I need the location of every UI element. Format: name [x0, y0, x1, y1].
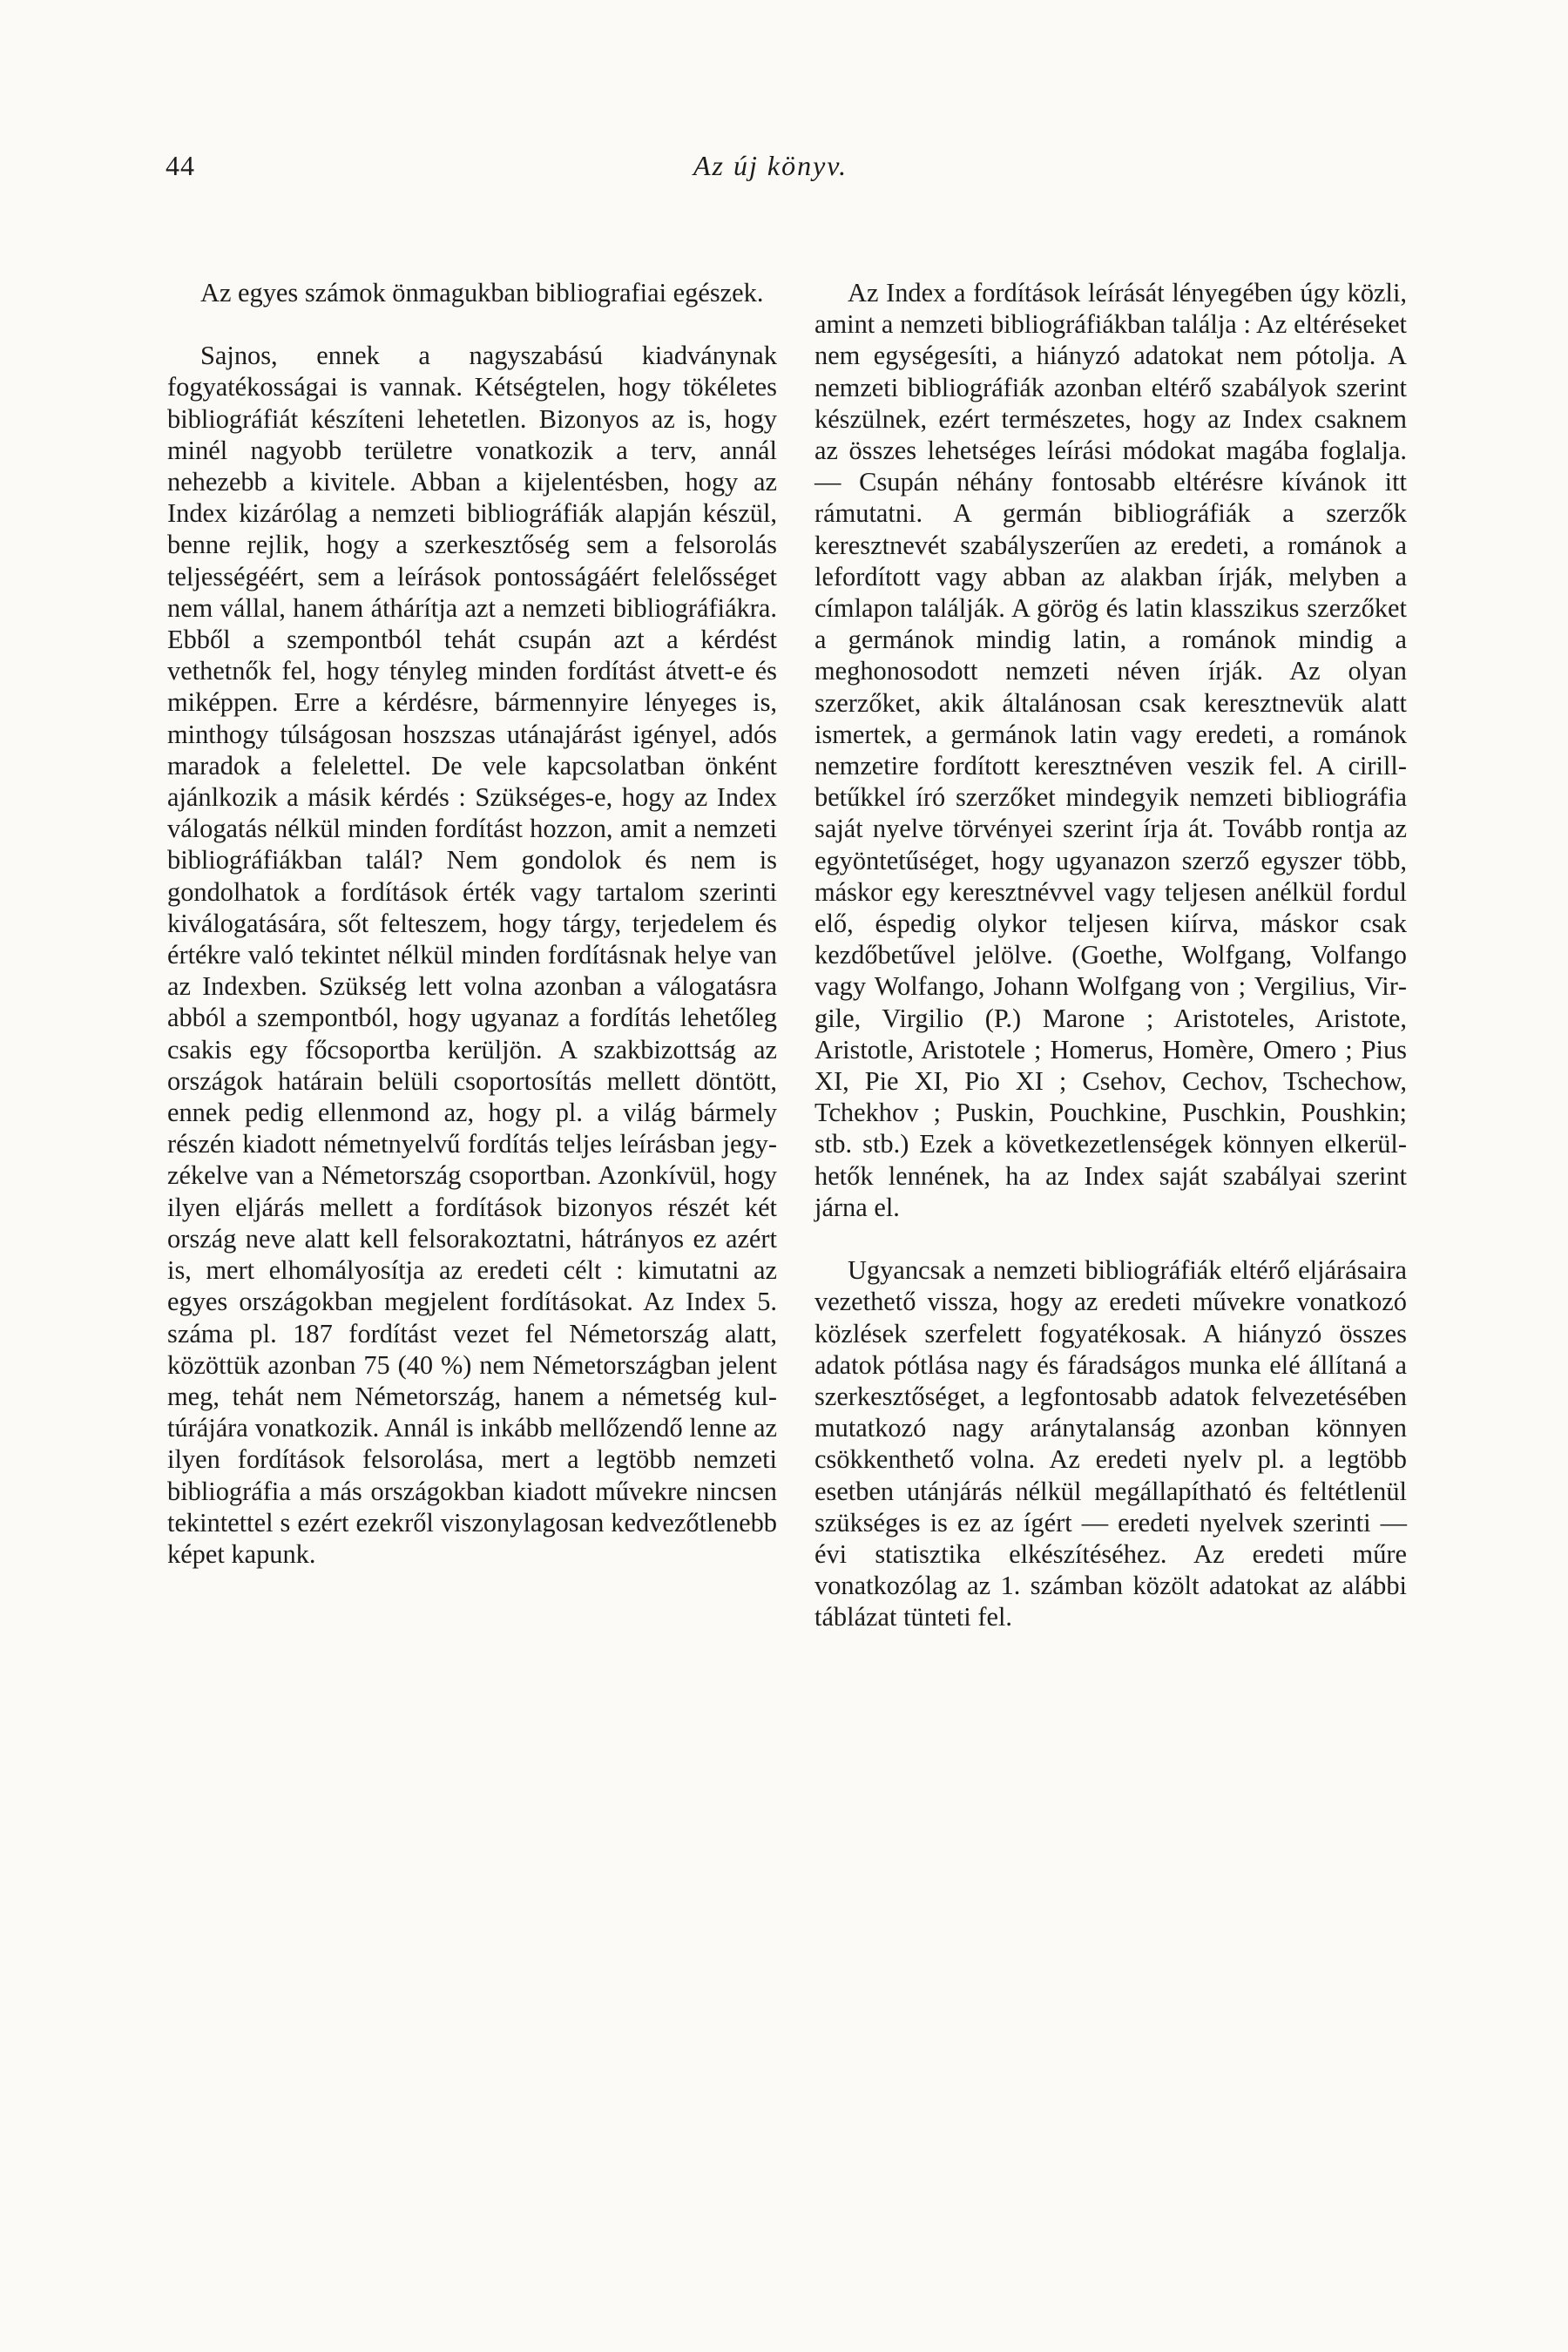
left-column [167, 277, 777, 1570]
page-number: 44 [166, 150, 195, 181]
paragraph: Ugyancsak a nemzeti bibliográfiák eltérő eljárásaira vezethető vissza, hogy az eredeti művekre vonatkozó közlések szerfelett fogyatékosak. A hiányzó összes adatok pótlása nagy és fáradságos munka elé állítaná a szerkesztőséget, a legfontosabb adatok felvezetésében mutatkozó nagy aránytalanság azonban könnyen csökkenthető volna. Az eredeti nyelv pl. a legtöbb esetben utánjárás nélkül megállapítható és feltétlenül szükséges is ez az ígért — eredeti nyelvek szerinti — évi statisztika elkészítéséhez. Az eredeti műre vonatkozólag az 1. számban közölt adatokat az alábbi táblázat tünteti fel. [814, 1255, 1407, 1632]
paragraph: Az Index a fordítások leírását lényegében úgy közli, amint a nemzeti bibliográfiákban találja : Az eltéréseket nem egységesíti, a hiányzó adatokat nem pótolja. A nemzeti bibliográfiák azonban eltérő szabályok szerint készülnek, ezért természetes, hogy az Index csaknem az összes lehetséges leírási módokat magába foglalja. — Csupán néhány fontosabb eltérésre kívánok itt rámutatni. A germán bibliográfiák a szerzők keresztnevét szabályszerűen az eredeti, a románok a lefordított vagy abban az alakban írják, melyben a címlapon találják. A görög és latin klasszikus szerzőket a germánok mindig latin, a románok mindig a meghonosodott nemzeti néven írják. Az olyan szerzőket, akik általánosan csak keresztnevük alatt ismertek, a germánok latin vagy eredeti, a románok nemzetire fordított keresztnéven veszik fel. A cirill-betűkkel író szerzőket mindegyik nemzeti bibliográfia saját nyelve törvényei szerint írja át. Tovább rontja az egyöntetűséget, hogy ugyanazon szerző egyszer több, máskor egy keresztnévvel vagy teljesen anélkül fordul elő, éspedig olykor teljesen kiírva, máskor csak kezdőbetűvel jelölve. (Goethe, Wolfgang, Volfango vagy Wolfango, Johann Wolfgang von ; Vergilius, Virgile, Virgilio (P.) Marone ; Aristoteles, Aristote, Aristotle, Aristotele ; Homerus, Homère, Omero ; Pius XI, Pie XI, Pio XI ; Csehov, Cechov, Tschechow, Tchekhov ; Puskin, Pouchkine, Puschkin, Poushkin; stb. stb.) Ezek a következetlenségek könnyen elkerülhetők lennének, ha az Index saját szabályai szerint járna el. [814, 278, 1407, 1222]
paragraph: Az egyes számok önmagukban bibliografiai egészek. [200, 278, 764, 308]
right-column [814, 277, 1407, 1633]
paragraph: Sajnos, ennek a nagyszabású kiadványnak fogyatékosságai is vannak. Kétségtelen, hogy tökéletes bibliográfiát készíteni lehetetlen. Bizonyos az is, hogy minél nagyobb területre vonatkozik a terv, annál nehezebb a kivitele. Abban a kijelentésben, hogy az Index kizárólag a nemzeti bibliográfiák alapján készül, benne rejlik, hogy a szerkesztőség sem a felsorolás teljességéért, sem a leírások pontosságáért felelősséget nem vállal, hanem áthárítja azt a nemzeti bibliográfiákra. Ebből a szempontból tehát csupán azt a kérdést vethetnők fel, hogy tényleg minden fordítást átvett-e és miképpen. Erre a kérdésre, bármennyire lényeges is, minthogy túlságosan hoszszas utánajárást igényel, adós maradok a felelettel. De vele kapcsolatban önként ajánlkozik a másik kérdés : Szükséges-e, hogy az Index válogatás nélkül minden fordítást hozzon, amit a nemzeti bibliográfiákban talál? Nem gondolok és nem is gondolhatok a fordítások érték vagy tartalom szerinti kiválogatására, sőt felteszem, hogy tárgy, terjedelem és értékre való tekintet nélkül minden fordításnak helye van az Indexben. Szükség lett volna azonban a válogatásra abból a szempontból, hogy ugyanaz a fordítás lehetőleg csakis egy főcsoportba kerüljön. A szakbizottság az országok határain belüli csoportosítás mellett döntött, ennek pedig ellenmond az, hogy pl. a világ bármely részén kiadott németnyelvű fordítás teljes leírásban jegyzékelve van a Németország csoportban. Azonkívül, hogy ilyen eljárás mellett a fordítások bizonyos részét két ország neve alatt kell felsorakoztatni, hátrányos ez azért is, mert elhomályosítja az eredeti célt : kimutatni az egyes országokban megjelent fordításokat. Az Index 5. száma pl. 187 fordítást vezet fel Németország alatt, közöttük azonban 75 (40 %) nem Németországban jelent meg, tehát nem Németország, hanem a németség kultúrájára vonatkozik. Annál is inkább mellőzendő lenne az ilyen fordítások felsorolása, mert a legtöbb nemzeti bibliográfia a más országokban kiadott művekre nincsen tekintettel s ezért ezekről viszonylagosan kedvezőtlenebb képet kapunk. [167, 341, 777, 1569]
page-header [166, 150, 1402, 193]
running-title: Az új könyv. [693, 150, 848, 181]
